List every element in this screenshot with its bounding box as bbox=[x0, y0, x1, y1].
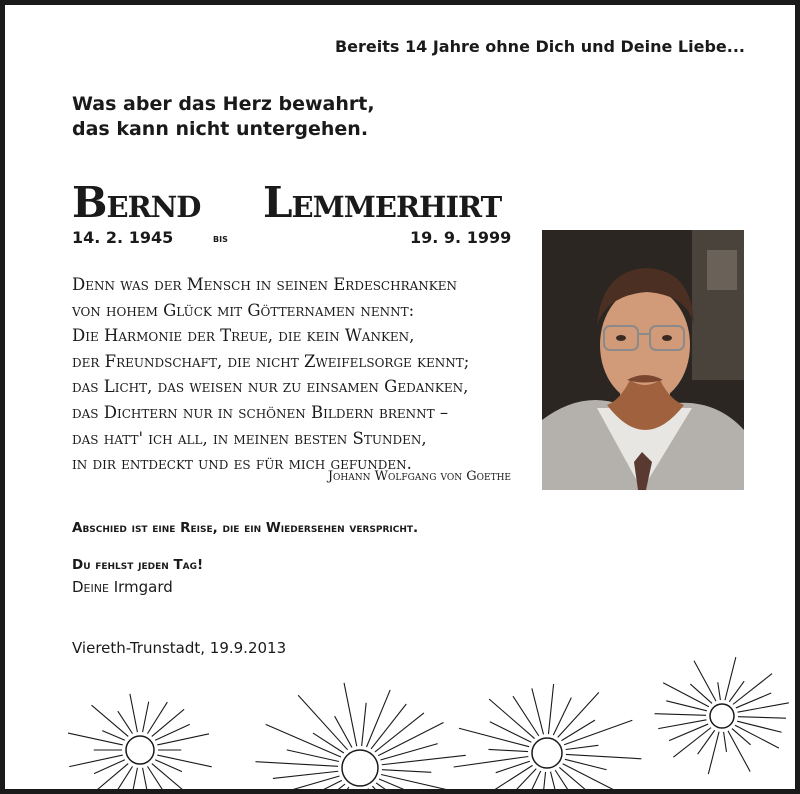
sun-ray bbox=[147, 702, 167, 734]
motto-line-1: Was aber das Herz bewahrt, bbox=[72, 93, 375, 115]
sun-ray bbox=[367, 690, 391, 747]
sun-ray bbox=[541, 772, 545, 789]
poem-line: in dir entdeckt und es für mich gefunden. bbox=[72, 454, 412, 474]
sun-ray bbox=[380, 744, 437, 760]
sun-ray bbox=[362, 703, 367, 746]
sun-ray bbox=[737, 721, 781, 732]
motto-line-2: das kann nicht untergehen. bbox=[72, 118, 369, 140]
sun-ray bbox=[561, 720, 595, 741]
poem-line: das hatt' ich all, in meinen besten Stunden, bbox=[72, 428, 427, 448]
sun-ray bbox=[718, 682, 721, 700]
place-and-date: Viereth-Trunstadt, 19.9.2013 bbox=[72, 639, 287, 657]
sun-ray bbox=[313, 733, 344, 753]
sun-ray bbox=[381, 775, 458, 789]
sun-ray bbox=[551, 772, 563, 789]
sun-ray bbox=[131, 768, 138, 789]
sun-ray bbox=[563, 764, 623, 789]
sun-ray bbox=[371, 704, 406, 749]
poem-line: Denn was der Mensch in seinen Erdeschranken bbox=[72, 275, 457, 294]
sun-ray bbox=[382, 770, 431, 773]
sun-ray bbox=[255, 762, 338, 767]
sunburst bbox=[655, 657, 789, 774]
portrait-photo bbox=[542, 230, 744, 490]
signature-prefix: Deine bbox=[72, 578, 109, 596]
sun-ray bbox=[372, 786, 399, 789]
sunburst bbox=[255, 683, 465, 789]
sun-ray bbox=[729, 681, 744, 702]
sun-ray bbox=[694, 661, 716, 701]
sun-ray bbox=[708, 732, 719, 774]
sun-ray bbox=[566, 754, 641, 758]
sun-center bbox=[342, 750, 378, 786]
sun-ray bbox=[698, 730, 715, 754]
sun-ray bbox=[476, 765, 533, 789]
sun-ray bbox=[300, 784, 345, 789]
sun-ray bbox=[114, 766, 132, 789]
sun-ray bbox=[273, 771, 338, 778]
sun-ray bbox=[459, 728, 529, 746]
sun-ray bbox=[375, 713, 424, 752]
sun-center bbox=[710, 704, 734, 728]
sun-ray bbox=[152, 764, 188, 789]
sun-ray bbox=[669, 724, 708, 741]
header-subtitle: Bereits 14 Jahre ohne Dich und Deine Liebe... bbox=[334, 37, 745, 56]
miss-line: Du fehlst jeden Tag! bbox=[72, 557, 204, 573]
poem-author: Johann Wolfgang von Goethe bbox=[327, 469, 511, 484]
sun-ray bbox=[548, 684, 553, 734]
sun-ray bbox=[94, 764, 128, 789]
sun-ray bbox=[655, 714, 706, 716]
first-name: Bernd bbox=[72, 178, 201, 227]
sun-ray bbox=[147, 766, 164, 789]
birth-date: 14. 2. 1945 bbox=[72, 228, 174, 247]
sun-ray bbox=[728, 731, 750, 772]
sunburst-decoration bbox=[0, 645, 800, 789]
portrait-illustration bbox=[542, 230, 744, 490]
sun-ray bbox=[143, 768, 150, 789]
poem-line: das Dichtern nur in schönen Bildern brennt – bbox=[72, 402, 449, 422]
sun-ray bbox=[94, 760, 125, 774]
farewell-quote: Abschied ist eine Reise, die ein Wiedersehen verspricht. bbox=[72, 520, 419, 536]
death-date: 19. 9. 1999 bbox=[410, 228, 512, 247]
signature bbox=[72, 578, 173, 596]
sun-ray bbox=[490, 722, 531, 743]
sun-ray bbox=[724, 732, 727, 752]
sun-ray bbox=[736, 693, 771, 708]
signature-name: Irmgard bbox=[113, 578, 173, 596]
sun-ray bbox=[157, 755, 211, 767]
sun-ray bbox=[566, 745, 599, 749]
motto bbox=[72, 92, 375, 142]
sun-ray bbox=[68, 733, 123, 745]
last-name: Lemmerhirt bbox=[263, 178, 502, 227]
sun-ray bbox=[725, 657, 736, 700]
sun-ray bbox=[130, 694, 138, 732]
date-separator: bis bbox=[213, 231, 228, 245]
sun-ray bbox=[155, 724, 190, 740]
poem-line: das Licht, das weisen nur zu einsamen Gedanken, bbox=[72, 377, 469, 397]
poem-line: von hohem Glück mit Götternamen nennt: bbox=[72, 300, 415, 320]
sun-ray bbox=[673, 728, 711, 758]
poem-line: Die Harmonie der Treue, die kein Wanken, bbox=[72, 326, 415, 346]
sun-ray bbox=[553, 698, 571, 735]
sun-ray bbox=[92, 705, 129, 736]
sun-ray bbox=[738, 717, 786, 719]
sun-ray bbox=[143, 702, 149, 732]
sunburst bbox=[68, 694, 212, 789]
sun-ray bbox=[152, 709, 184, 736]
sun-ray bbox=[382, 755, 466, 764]
sun-ray bbox=[335, 716, 352, 747]
sunburst bbox=[454, 684, 642, 789]
sun-center bbox=[126, 736, 154, 764]
sun-ray bbox=[287, 750, 339, 762]
sun-ray bbox=[118, 711, 133, 733]
poem-line: der Freundschaft, die nicht Zweifelsorge kennt; bbox=[72, 351, 470, 371]
sun-ray bbox=[102, 731, 125, 741]
poem bbox=[72, 272, 469, 477]
sun-ray bbox=[489, 749, 529, 751]
sun-center bbox=[532, 738, 562, 768]
